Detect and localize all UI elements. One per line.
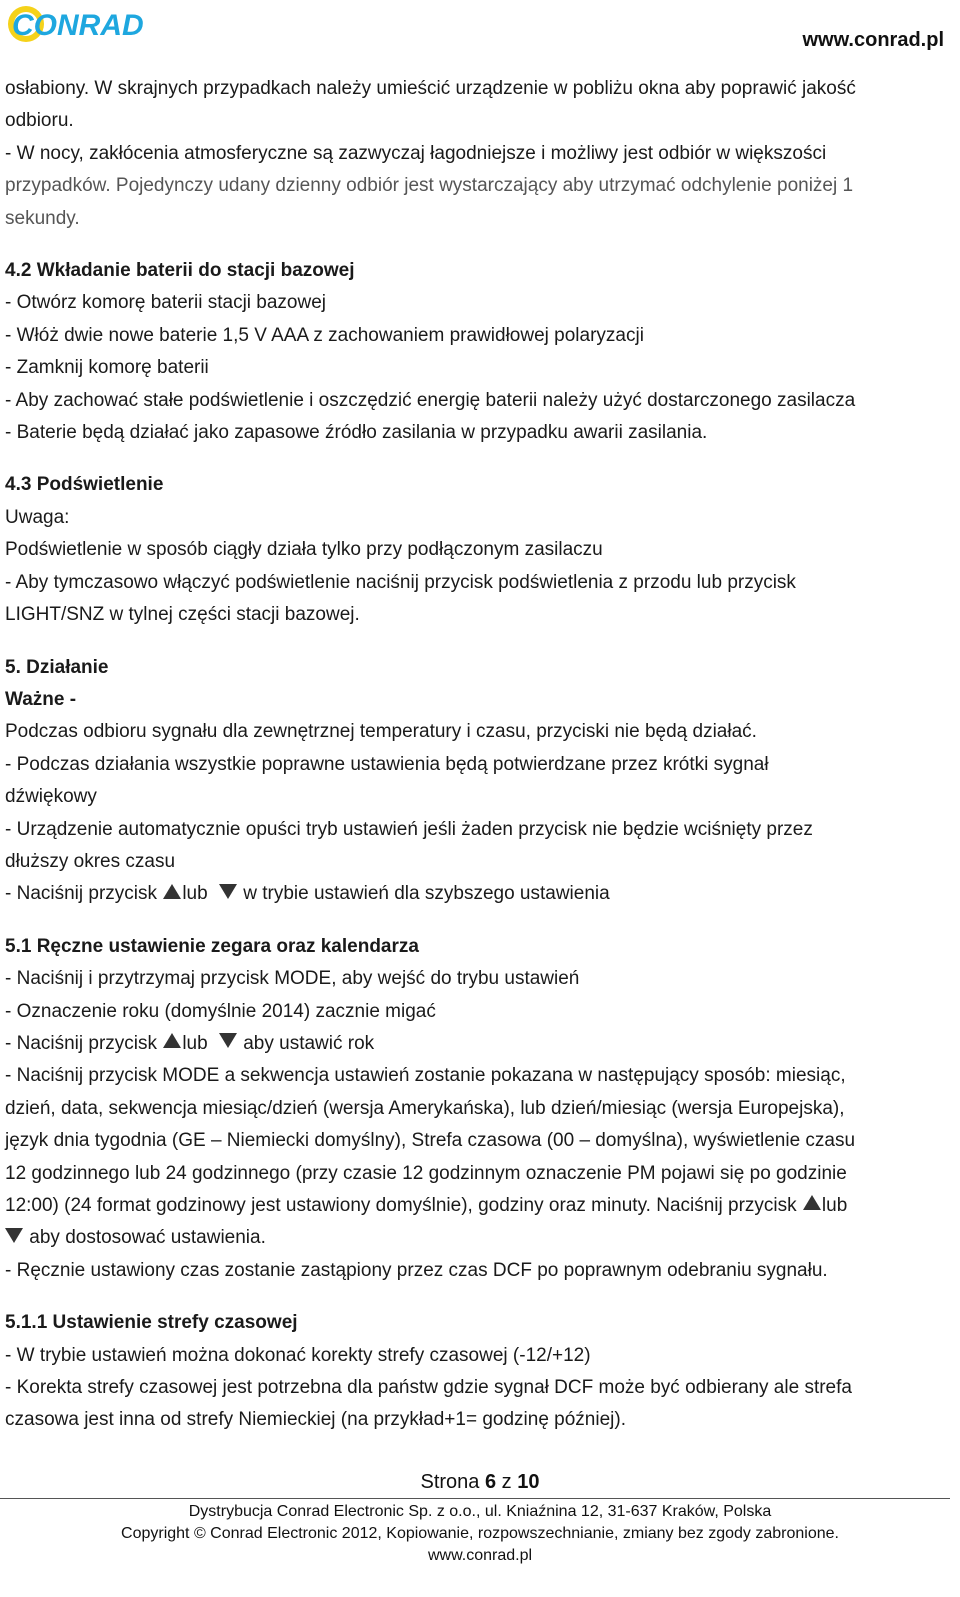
page-prefix: Strona xyxy=(420,1471,485,1493)
important-label: Ważne - xyxy=(5,688,77,710)
text-run: lub xyxy=(182,1032,213,1054)
triangle-up-icon xyxy=(163,884,181,899)
conrad-logo xyxy=(4,2,164,48)
list-item: - Korekta strefy czasowej jest potrzebna dla państw gdzie sygnał DCF może być odbierany ale strefa xyxy=(5,1377,852,1399)
paragraph-line: Podczas odbioru sygnału dla zewnętrznej temperatury i czasu, przyciski nie będą działać. xyxy=(5,721,757,743)
paragraph-line: LIGHT/SNZ w tylnej części stacji bazowej. xyxy=(5,604,360,626)
paragraph-line: przypadków. Pojedynczy udany dzienny odbiór jest wystarczający aby utrzymać odchylenie poniżej 1 xyxy=(5,175,854,197)
text-run: - Naciśnij przycisk xyxy=(5,883,163,905)
logo-text: CONRAD xyxy=(12,9,144,42)
paragraph-line: dłuższy okres czasu xyxy=(5,850,176,872)
text-run: lub xyxy=(182,883,213,905)
list-item: - Urządzenie automatycznie opuści tryb ustawień jeśli żaden przycisk nie będzie wciśnięty przez xyxy=(5,818,813,840)
text-run: aby ustawić rok xyxy=(237,1032,375,1054)
text-run: 12:00) (24 format godzinowy jest ustawiony domyślnie), godziny oraz minuty. Naciśnij przycisk xyxy=(5,1195,802,1216)
section-heading-5: 5. Działanie xyxy=(5,656,109,678)
paragraph-line: 12 godzinnego lub 24 godzinnego (przy czasie 12 godzinnym oznaczenie PM pojawi się po godzinie xyxy=(5,1162,847,1184)
triangle-up-icon xyxy=(163,1033,181,1048)
page-number xyxy=(0,1466,960,1498)
paragraph-line xyxy=(5,1190,950,1222)
paragraph-line: dźwiękowy xyxy=(5,786,97,808)
page-sep: z xyxy=(496,1471,518,1493)
page-total: 10 xyxy=(517,1471,540,1493)
text-run: w trybie ustawień dla szybszego ustawienia xyxy=(237,883,610,905)
list-item: - Otwórz komorę baterii stacji bazowej xyxy=(5,292,326,314)
section-heading-5-1-1: 5.1.1 Ustawienie strefy czasowej xyxy=(5,1312,298,1334)
text-run: lub xyxy=(821,1195,848,1216)
footer-url[interactable]: www.conrad.pl xyxy=(427,1547,533,1564)
list-item: - Aby tymczasowo włączyć podświetlenie naciśnij przycisk podświetlenia z przodu lub przycisk xyxy=(5,571,796,593)
footer-divider xyxy=(0,1498,950,1499)
list-item: - Ręcznie ustawiony czas zostanie zastąpiony przez czas DCF po poprawnym odebraniu sygnału. xyxy=(5,1259,828,1281)
page-current: 6 xyxy=(484,1471,497,1493)
list-item xyxy=(5,1028,950,1060)
section-heading-4-2: 4.2 Wkładanie baterii do stacji bazowej xyxy=(5,260,355,282)
paragraph-line xyxy=(5,1222,950,1254)
text-run: - Naciśnij przycisk xyxy=(5,1032,163,1054)
list-item: - Aby zachować stałe podświetlenie i oszczędzić energię baterii należy użyć dostarczonego zasilacza xyxy=(5,389,856,411)
text-run: aby dostosować ustawienia. xyxy=(24,1227,266,1249)
list-item: - Naciśnij przycisk MODE a sekwencja ustawień zostanie pokazana w następujący sposób: miesiąc, xyxy=(5,1065,846,1087)
page-footer xyxy=(0,1466,960,1567)
triangle-down-icon xyxy=(5,1228,23,1243)
paragraph-line: język dnia tygodnia (GE – Niemiecki domyślny), Strefa czasowa (00 – domyślna), wyświetlenie czasu xyxy=(5,1130,856,1152)
section-heading-5-1: 5.1 Ręczne ustawienie zegara oraz kalendarza xyxy=(5,935,419,957)
triangle-up-icon xyxy=(803,1195,821,1210)
list-item: - Podczas działania wszystkie poprawne ustawienia będą potwierdzane przez krótki sygnał xyxy=(5,753,769,775)
footer-address: Dystrybucja Conrad Electronic Sp. z o.o., ul. Kniaźnina 12, 31-637 Kraków, Polska xyxy=(188,1503,772,1520)
paragraph-line: osłabiony. W skrajnych przypadkach należy umieścić urządzenie w pobliżu okna aby poprawić jakość xyxy=(5,78,856,99)
paragraph-line: Podświetlenie w sposób ciągły działa tylko przy podłączonym zasilaczu xyxy=(5,539,603,561)
document-body xyxy=(5,73,950,1437)
list-item: - Włóż dwie nowe baterie 1,5 V AAA z zachowaniem prawidłowej polaryzacji xyxy=(5,324,644,346)
list-item: - Baterie będą działać jako zapasowe źródło zasilania w przypadku awarii zasilania. xyxy=(5,422,708,444)
list-item xyxy=(5,878,950,910)
list-item: - Oznaczenie roku (domyślnie 2014) zacznie migać xyxy=(5,1000,436,1022)
paragraph-line: - W nocy, zakłócenia atmosferyczne są zazwyczaj łagodniejsze i możliwy jest odbiór w większości xyxy=(5,142,827,164)
list-item: - Naciśnij i przytrzymaj przycisk MODE, aby wejść do trybu ustawień xyxy=(5,968,580,990)
list-item: - W trybie ustawień można dokonać korekty strefy czasowej (-12/+12) xyxy=(5,1344,591,1366)
paragraph-line: odbioru. xyxy=(5,110,74,132)
site-url[interactable]: www.conrad.pl xyxy=(802,29,944,51)
triangle-down-icon xyxy=(219,884,237,899)
paragraph-line: czasowa jest inna od strefy Niemieckiej (na przykład+1= godzinę później). xyxy=(5,1409,626,1431)
list-item: - Zamknij komorę baterii xyxy=(5,357,209,379)
paragraph-line: sekundy. xyxy=(5,207,80,229)
section-heading-4-3: 4.3 Podświetlenie xyxy=(5,474,164,496)
triangle-down-icon xyxy=(219,1033,237,1048)
paragraph-line: dzień, data, sekwencja miesiąc/dzień (wersja Amerykańska), lub dzień/miesiąc (wersja Europejska), xyxy=(5,1097,845,1119)
footer-copyright: Copyright © Conrad Electronic 2012, Kopiowanie, rozpowszechnianie, zmiany bez zgody zabronione. xyxy=(121,1525,839,1542)
paragraph-line: Uwaga: xyxy=(5,506,70,528)
